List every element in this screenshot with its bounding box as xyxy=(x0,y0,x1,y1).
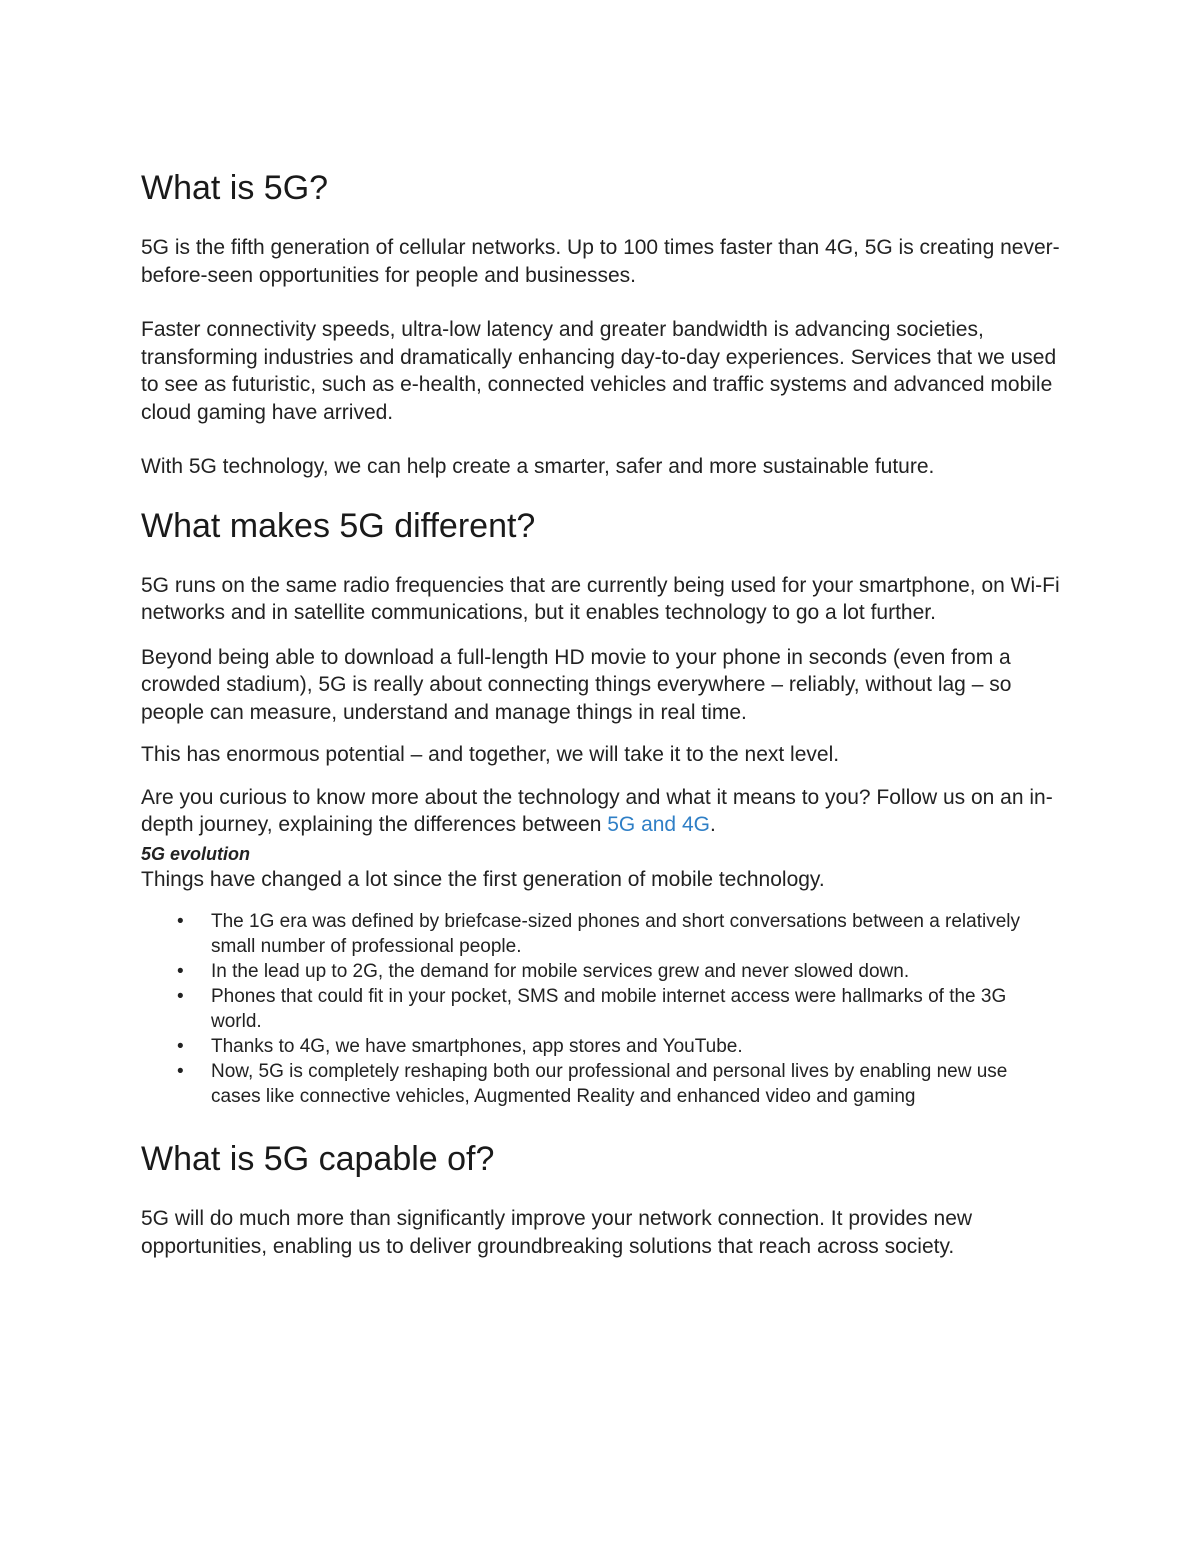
document-page xyxy=(141,168,1061,1260)
paragraph-curious xyxy=(141,784,1061,839)
bullet-icon: • xyxy=(177,1036,184,1057)
paragraph-5g-capabilities: 5G will do much more than significantly improve your network connection. It provides new opportunities, enabling us to deliver groundbreaking solutions that reach across society. xyxy=(141,1207,973,1258)
bullet-icon: • xyxy=(177,986,184,1007)
list-item-text: Thanks to 4G, we have smartphones, app stores and YouTube. xyxy=(211,1036,743,1057)
list-item-text: Now, 5G is completely reshaping both our professional and personal lives by enabling new use cases like connective vehicles, Augmented Reality and enhanced video and gaming xyxy=(211,1061,1008,1107)
paragraph-curious-text: Are you curious to know more about the technology and what it means to you? Follow us on an in-depth journey, explaining the differences between xyxy=(141,785,1053,836)
list-item xyxy=(141,1034,1061,1059)
list-item-text: In the lead up to 2G, the demand for mobile services grew and never slowed down. xyxy=(211,961,910,982)
paragraph-enormous-potential: This has enormous potential – and together, we will take it to the next level. xyxy=(141,743,840,766)
paragraph-beyond-download: Beyond being able to download a full-length HD movie to your phone in seconds (even from a crowded stadium), 5G is really about connecting things everywhere – reliably, without lag – so people can measure, understand and manage things in real time. xyxy=(141,645,1012,724)
link-5g-and-4g[interactable]: 5G and 4G xyxy=(607,813,710,836)
paragraph-5g-benefits: Faster connectivity speeds, ultra-low latency and greater bandwidth is advancing societies, transforming industries and dramatically enhancing day-to-day experiences. Services that we used to see as futuristic, such as e-health, connected vehicles and traffic systems and advanced mobile cloud gaming have arrived. xyxy=(141,318,1057,424)
list-item xyxy=(141,1059,1061,1109)
list-item xyxy=(141,959,1061,984)
paragraph-5g-future: With 5G technology, we can help create a smarter, safer and more sustainable future. xyxy=(141,455,935,478)
bullet-icon: • xyxy=(177,911,184,932)
bullet-icon: • xyxy=(177,961,184,982)
list-item-text: The 1G era was defined by briefcase-sized phones and short conversations between a relatively small number of professional people. xyxy=(211,911,1021,957)
heading-what-is-5g-capable-of: What is 5G capable of? xyxy=(141,1140,495,1178)
paragraph-curious-end: . xyxy=(709,813,716,836)
list-item xyxy=(141,984,1061,1034)
list-item-text: Phones that could fit in your pocket, SMS and mobile internet access were hallmarks of the 3G world. xyxy=(211,986,1007,1032)
heading-what-is-5g: What is 5G? xyxy=(141,169,329,207)
heading-what-makes-5g-different: What makes 5G different? xyxy=(141,506,536,545)
list-item xyxy=(141,909,1061,959)
paragraph-5g-intro: 5G is the fifth generation of cellular networks. Up to 100 times faster than 4G, 5G is creating never-before-seen opportunities for people and businesses. xyxy=(141,236,1060,287)
bullet-icon: • xyxy=(177,1061,184,1082)
paragraph-evolution-intro: Things have changed a lot since the first generation of mobile technology. xyxy=(141,867,825,891)
subheading-5g-evolution: 5G evolution xyxy=(141,843,251,864)
paragraph-radio-frequencies: 5G runs on the same radio frequencies that are currently being used for your smartphone, on Wi-Fi networks and in satellite communications, but it enables technology to go a lot further. xyxy=(141,573,1060,624)
evolution-list xyxy=(141,909,1061,1109)
